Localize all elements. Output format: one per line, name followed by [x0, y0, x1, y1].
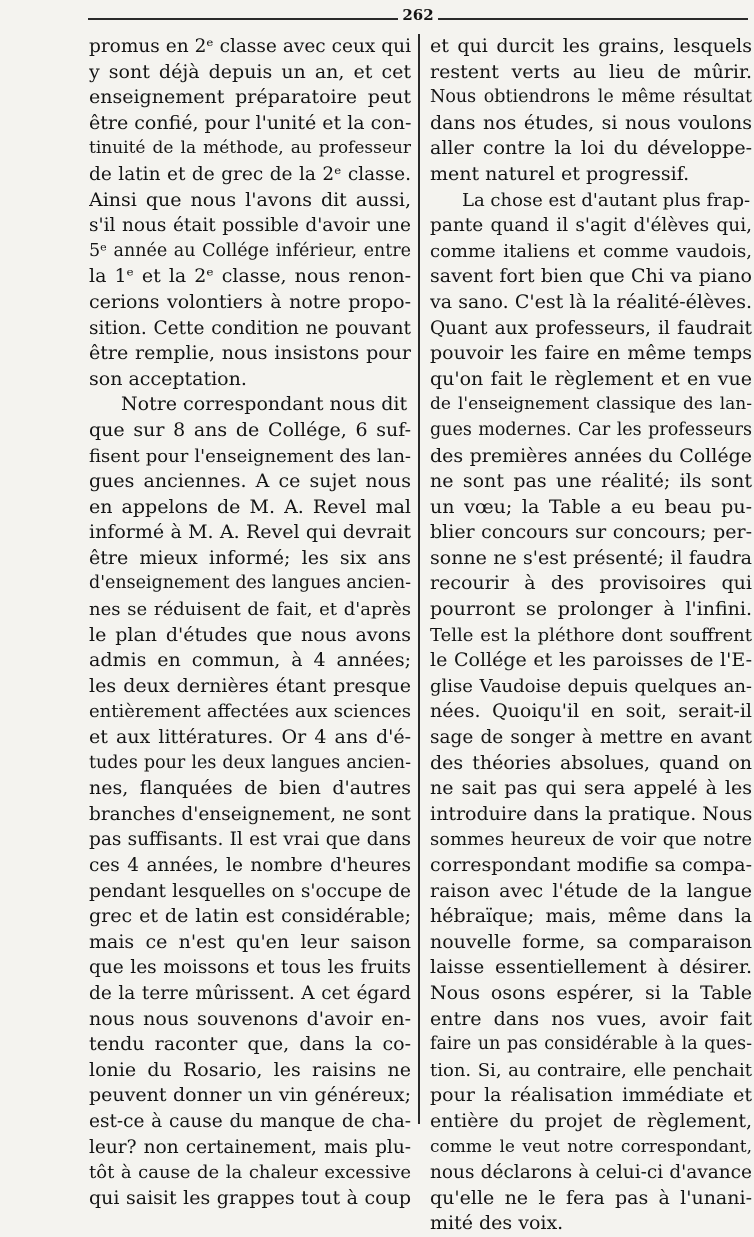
text-line: lonie du Rosario, les raisins ne	[89, 1058, 411, 1081]
text-line: de l'enseignement classique des lan-	[430, 394, 752, 415]
text-line: s'il nous était possible d'avoir une	[89, 215, 411, 237]
text-line: pas suffisants. Il est vrai que dans	[89, 829, 411, 851]
text-line: pante quand il s'agit d'élèves qui,	[430, 215, 752, 237]
text-line: enseignement préparatoire peut	[89, 86, 411, 109]
text-line: savent fort bien que Chi va piano	[430, 265, 752, 288]
text-line: Ainsi que nous l'avons dit aussi,	[89, 188, 411, 211]
text-line: et qui durcit les grains, lesquels	[430, 35, 752, 57]
text-line: ne sait pas qui sera appelé à les	[430, 777, 752, 800]
text-line: restent verts au lieu de mûrir.	[430, 60, 752, 83]
text-line: sonne ne s'est présenté; il faudra	[430, 546, 752, 569]
text-line: introduire dans la pratique. Nous	[430, 802, 752, 825]
text-line: nous nous souvenons d'avoir en-	[89, 1007, 411, 1030]
text-line: la 1ᵉ et la 2ᵉ classe, nous renon-	[89, 265, 411, 288]
page-header	[88, 6, 748, 26]
text-line: gues anciennes. A ce sujet nous	[89, 470, 411, 493]
text-line: fisent pour l'enseignement des lan-	[89, 445, 411, 467]
text-line: Notre correspondant nous dit	[121, 393, 408, 416]
text-line: pendant lesquelles on s'occupe de	[89, 880, 411, 902]
text-line: sommes heureux de voir que notre	[430, 829, 752, 851]
text-line: Quant aux professeurs, il faudrait	[430, 317, 752, 339]
text-line: branches d'enseignement, ne sont	[89, 803, 411, 825]
text-line: de la terre mûrissent. A cet égard	[89, 982, 411, 1004]
text-line: ment naturel et progressif.	[430, 162, 690, 185]
text-line: mité des voix.	[430, 1212, 564, 1235]
text-line: tion. Si, au contraire, elle penchait	[430, 1059, 752, 1081]
text-line: qui saisit les grappes tout à coup	[89, 1186, 411, 1209]
text-line: être remplie, nous insistons pour	[89, 342, 411, 365]
text-line: être mieux informé; les six ans	[89, 546, 411, 569]
text-line: va sano. C'est là la réalité-élèves.	[430, 290, 752, 313]
text-line: que sur 8 ans de Collége, 6 suf-	[89, 418, 411, 441]
text-line: tudes pour les deux langues ancien-	[89, 752, 411, 773]
text-line: leur? non certainement, mais plu-	[89, 1136, 411, 1158]
right-column	[430, 34, 752, 1237]
text-line: des théories absolues, quand on	[430, 751, 752, 774]
text-line: laisse essentiellement à désirer.	[430, 956, 752, 979]
text-line: ne sont pas une réalité; ils sont	[430, 470, 752, 493]
text-line: Telle est la pléthore dont souffrent	[430, 624, 752, 646]
text-line: comme le veut notre correspondant,	[430, 1136, 752, 1157]
text-line: pourront se prolonger à l'infini.	[430, 598, 752, 621]
text-line: cerions volontiers à notre propo-	[89, 290, 411, 313]
text-line: qu'elle ne le fera pas à l'unani-	[430, 1186, 752, 1209]
text-line: y sont déjà depuis un an, et cet	[89, 60, 411, 83]
text-line: de latin et de grec de la 2ᵉ classe.	[89, 163, 411, 185]
text-line: Nous osons espérer, si la Table	[430, 981, 752, 1004]
text-line: 5ᵉ année au Collége inférieur, entre	[89, 240, 411, 261]
text-line: recourir à des provisoires qui	[430, 572, 752, 595]
text-line: mais ce n'est qu'en leur saison	[89, 930, 411, 953]
text-line: être confié, pour l'unité et la con-	[89, 111, 411, 134]
text-line: peuvent donner un vin généreux;	[89, 1084, 411, 1107]
text-line: nes se réduisent de fait, et d'après	[89, 599, 411, 621]
text-line: le Collége et les paroisses de l'E-	[430, 649, 752, 672]
text-line: Nous obtiendrons le même résultat	[430, 87, 752, 108]
text-line: informé à M. A. Revel qui devrait	[89, 521, 411, 544]
text-line: et aux littératures. Or 4 ans d'é-	[89, 726, 411, 749]
text-line: La chose est d'autant plus frap-	[462, 189, 751, 211]
text-line: pour la réalisation immédiate et	[430, 1084, 752, 1107]
text-line: sage de songer à mettre en avant	[430, 727, 752, 749]
text-line: promus en 2ᵉ classe avec ceux qui	[89, 36, 411, 57]
text-line: nous déclarons à celui-ci d'avance	[430, 1162, 752, 1184]
text-line: faire un pas considérable à la ques-	[430, 1034, 752, 1055]
text-line: pouvoir les faire en même temps	[430, 342, 752, 365]
left-column	[89, 34, 411, 1211]
text-line: gues modernes. Car les professeurs	[430, 419, 752, 440]
text-line: aller contre la loi du développe-	[430, 137, 752, 160]
text-line: en appelons de M. A. Revel mal	[89, 495, 411, 518]
text-line: nées. Quoiqu'il en soit, serait-il	[430, 700, 752, 723]
text-line: tinuité de la méthode, au professeur	[89, 138, 411, 159]
text-line: entière du projet de règlement,	[430, 1109, 752, 1132]
text-line: nes, flanquées de bien d'autres	[89, 777, 411, 800]
text-line: son acceptation.	[89, 367, 247, 390]
text-line: nouvelle forme, sa comparaison	[430, 930, 752, 953]
text-line: entre dans nos vues, avoir fait	[430, 1007, 752, 1030]
text-line: les deux dernières étant presque	[89, 674, 411, 697]
text-line: que les moissons et tous les fruits	[89, 957, 411, 979]
text-line: glise Vaudoise depuis quelques an-	[430, 675, 752, 697]
text-line: d'enseignement des langues ancien-	[89, 573, 411, 594]
text-line: grec et de latin est considérable;	[89, 905, 411, 928]
text-line: comme italiens et comme vaudois,	[430, 240, 752, 262]
text-line: des premières années du Collége	[430, 444, 752, 467]
text-line: blier concours sur concours; per-	[430, 521, 752, 544]
text-line: entièrement affectées aux sciences	[89, 701, 411, 723]
text-line: un vœu; la Table a eu beau pu-	[430, 495, 752, 518]
text-line: est-ce à cause du manque de cha-	[89, 1110, 411, 1132]
text-line: tendu raconter que, dans la co-	[89, 1033, 411, 1056]
text-line: qu'on fait le règlement et en vue	[430, 367, 752, 390]
text-line: correspondant modifie sa compa-	[430, 854, 752, 876]
page-number: 262	[398, 6, 438, 24]
text-line: le plan d'études que nous avons	[89, 623, 411, 646]
text-line: admis en commun, à 4 années;	[89, 649, 411, 672]
text-line: raison avec l'étude de la langue	[430, 879, 752, 902]
text-line: dans nos études, si nous voulons	[430, 111, 752, 134]
text-line: sition. Cette condition ne pouvant	[89, 317, 411, 339]
text-line: tôt à cause de la chaleur excessive	[89, 1162, 411, 1184]
text-line: ces 4 années, le nombre d'heures	[89, 855, 411, 876]
text-line: hébraïque; mais, même dans la	[430, 905, 752, 928]
column-divider	[418, 34, 420, 1124]
